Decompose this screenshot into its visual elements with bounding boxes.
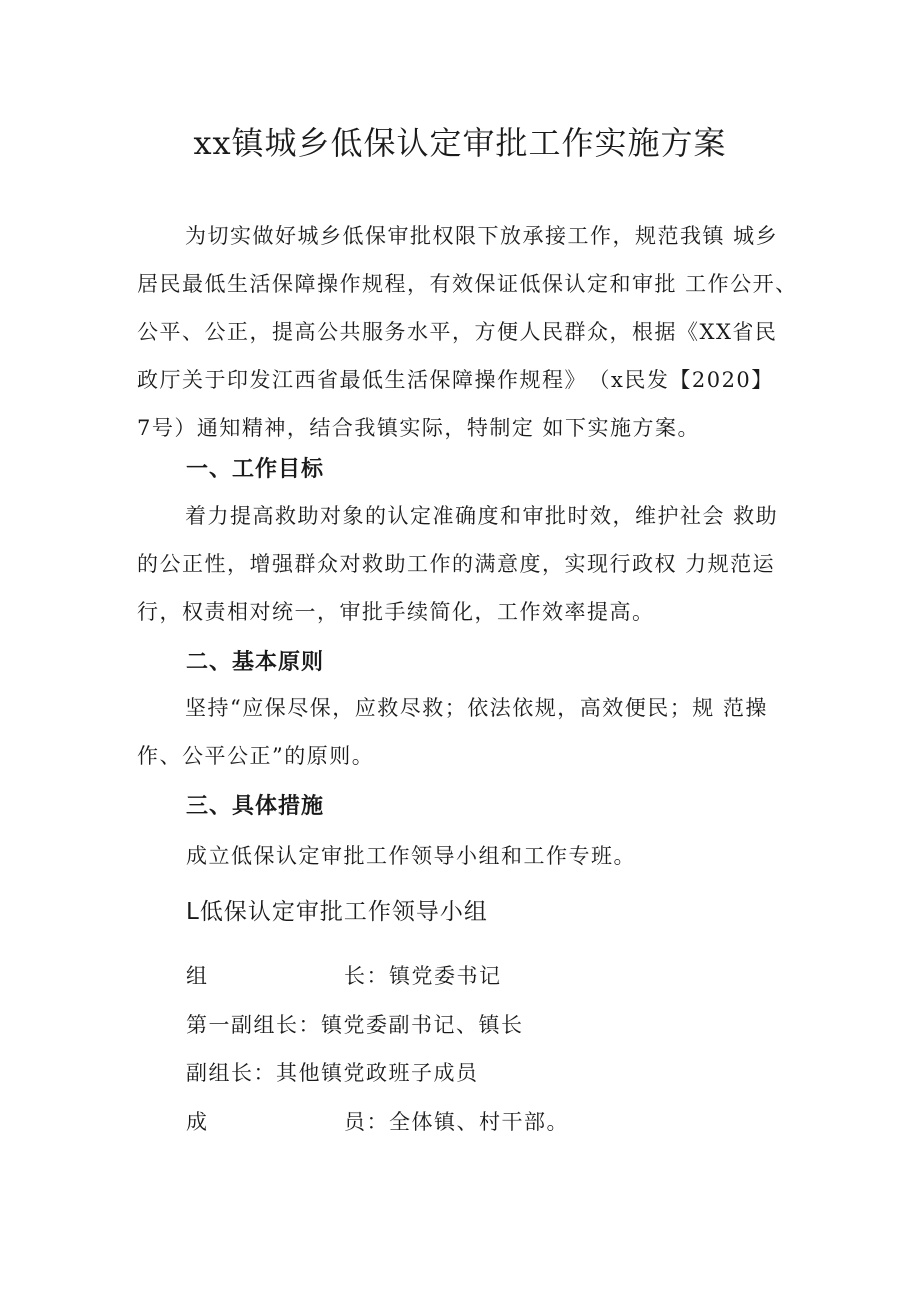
- goals-line: 的公正性，增强群众对救助工作的满意度，实现行政权 力规范运: [137, 552, 776, 576]
- goals-line: 着力提高救助对象的认定准确度和审批时效，维护社会 救助: [185, 504, 779, 528]
- group-leader-label-a: 组: [186, 964, 209, 988]
- intro-line: 7号）通知精神，结合我镇实际，特制定 如下实施方案。: [137, 416, 701, 440]
- section-heading-goals: 一、工作目标: [186, 457, 325, 482]
- group-leader-value: 镇党委书记: [389, 964, 502, 988]
- members-label-a: 成: [186, 1110, 209, 1134]
- measures-text: 成立低保认定审批工作领导小组和工作专班。: [186, 844, 636, 868]
- members-label-b: 员：: [344, 1110, 389, 1134]
- principles-paragraph: [137, 684, 787, 780]
- intro-paragraph: [137, 212, 798, 452]
- intro-line: 公平、公正，提高公共服务水平，方便人民群众，根据《XX省民: [137, 320, 778, 344]
- group-leader-line: [186, 960, 502, 990]
- members-value: 全体镇、村干部。: [389, 1110, 569, 1134]
- section-heading-principles: 二、基本原则: [186, 650, 325, 675]
- members-line: [186, 1106, 569, 1136]
- intro-line: 为切实做好城乡低保审批权限下放承接工作，规范我镇 城乡: [185, 224, 779, 248]
- intro-line: 政厅关于印发江西省最低生活保障操作规程》 （x民发【2020】: [137, 368, 774, 392]
- principles-line: 作、公平公正”的原则。: [137, 744, 375, 768]
- principles-line: 坚持“应保尽保，应救尽救；依法依规，高效便民；规 范操: [185, 696, 768, 720]
- intro-line: 居民最低生活保障操作规程，有效保证低保认定和审批 工作公开、: [137, 272, 798, 296]
- first-deputy-line: 第一副组长：镇党委副书记、镇长: [186, 1013, 524, 1037]
- section-heading-measures: 三、具体措施: [186, 794, 325, 819]
- document-title: xx镇城乡低保认定审批工作实施方案: [193, 124, 727, 162]
- goals-line: 行，权责相对统一，审批手续简化，工作效率提高。: [137, 600, 655, 624]
- leading-group-heading: L低保认定审批工作领导小组: [186, 899, 488, 925]
- deputy-line: 副组长：其他镇党政班子成员: [186, 1061, 479, 1085]
- goals-paragraph: [137, 492, 787, 636]
- group-leader-label-b: 长：: [344, 964, 389, 988]
